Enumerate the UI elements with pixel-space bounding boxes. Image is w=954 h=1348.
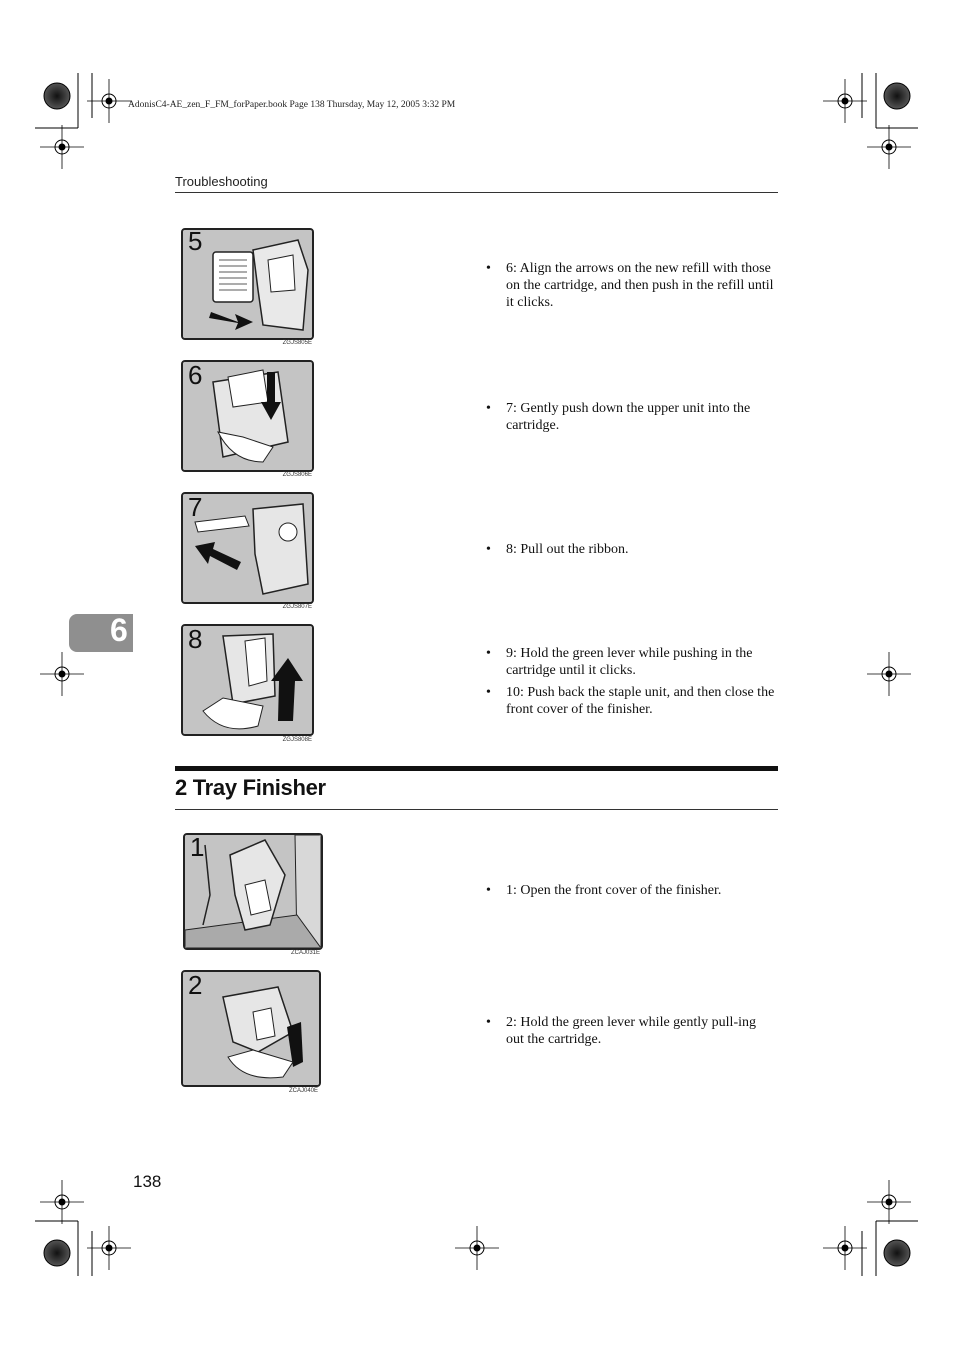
figure-step-6-code: ZGJS806E xyxy=(282,472,312,478)
bullet-item: • 6: Align the arrows on the new refill with those on the cartridge, and then push in the refill until it clicks. xyxy=(486,260,776,311)
bullet-item: • 2: Hold the green lever while gently pull-ing out the cartridge. xyxy=(486,1014,776,1048)
figure-step-8-code: ZGJS808E xyxy=(282,737,312,743)
figure-step-2-label: 2 xyxy=(188,970,203,1000)
header-rule xyxy=(175,192,778,193)
step-text-1 xyxy=(486,882,776,904)
section-title: 2 Tray Finisher xyxy=(175,775,326,800)
figure-step-8-label: 8 xyxy=(188,624,203,654)
figure-step-1-label: 1 xyxy=(190,832,205,862)
step-text-2 xyxy=(486,1014,776,1053)
bullet-item: • 1: Open the front cover of the finisher. xyxy=(486,882,776,899)
figure-step-7-code: ZGJS807E xyxy=(282,604,312,610)
figure-step-1-code: ZCAJ031E xyxy=(290,950,320,956)
bullet-item: • 8: Pull out the ribbon. xyxy=(486,541,776,558)
page-number: 138 xyxy=(133,1172,162,1191)
section-rule-bottom xyxy=(175,809,778,810)
bullet-item: • 9: Hold the green lever while pushing in the cartridge until it clicks. xyxy=(486,645,776,679)
figure-step-2-code: ZCAJ040E xyxy=(288,1088,318,1094)
figure-step-5-code: ZGJS805E xyxy=(282,340,312,346)
section-rule-top xyxy=(175,766,778,771)
step-text-9-10 xyxy=(486,645,776,723)
running-head: Troubleshooting xyxy=(175,174,268,189)
step-text-6 xyxy=(486,260,776,316)
step-text-7 xyxy=(486,400,776,439)
bullet-item: • 7: Gently push down the upper unit into the cartridge. xyxy=(486,400,776,434)
file-info-line: AdonisC4-AE_zen_F_FM_forPaper.book Page 138 Thursday, May 12, 2005 3:32 PM xyxy=(128,100,456,110)
figure-step-6-label: 6 xyxy=(188,360,203,390)
figure-step-7-label: 7 xyxy=(188,492,203,522)
chapter-number: 6 xyxy=(110,612,128,648)
figure-step-5-label: 5 xyxy=(188,226,203,256)
step-text-8 xyxy=(486,541,776,563)
bullet-item: • 10: Push back the staple unit, and then close the front cover of the finisher. xyxy=(486,684,776,718)
